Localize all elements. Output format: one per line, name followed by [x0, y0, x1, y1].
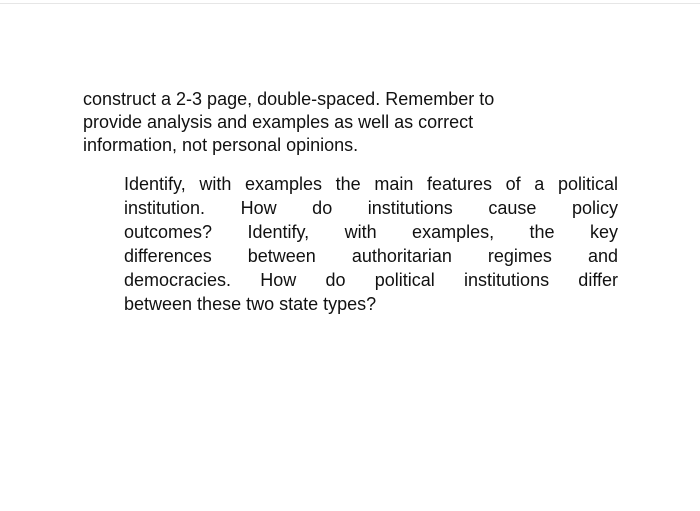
prompt-line: democracies. How do political institutions differ [124, 270, 618, 290]
prompt-line: outcomes? Identify, with examples, the key [124, 222, 618, 242]
prompt-line: differences between authoritarian regimes and [124, 246, 618, 266]
essay-prompt [124, 172, 618, 316]
instructions-line: information, not personal opinions. [83, 135, 359, 155]
prompt-line: institution. How do institutions cause policy [124, 198, 618, 218]
prompt-line: between these two state types? [124, 294, 377, 314]
instructions-line: construct a 2-3 page, double-spaced. Remember to [83, 89, 495, 109]
instructions-line: provide analysis and examples as well as correct [83, 112, 474, 132]
assignment-instructions [83, 88, 563, 157]
prompt-line: Identify, with examples the main features of a political [124, 174, 618, 194]
